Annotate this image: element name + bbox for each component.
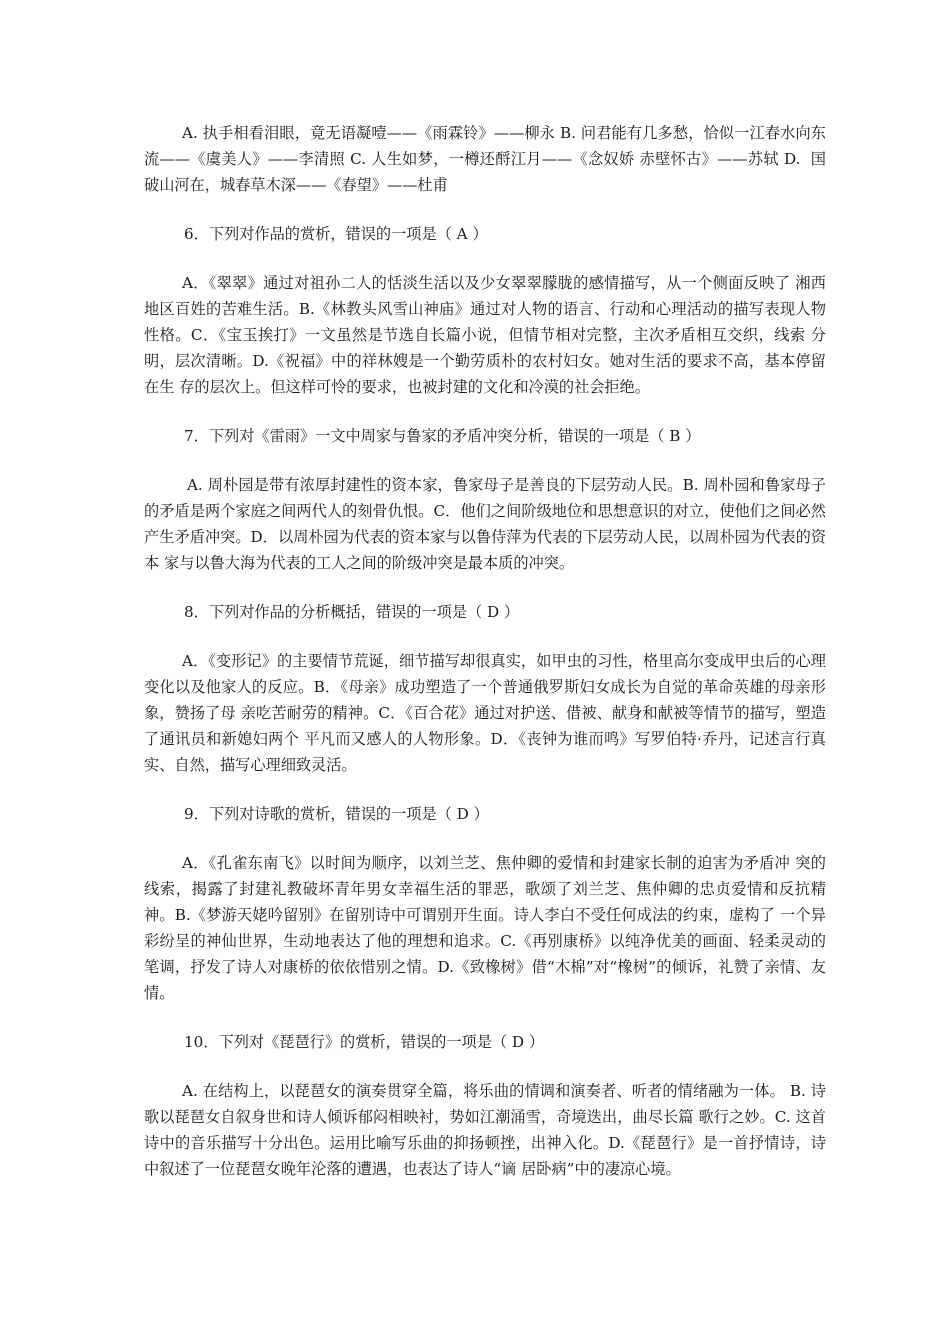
answer-block-q8: A．《变形记》的主要情节荒诞，细节描写却很真实，如甲虫的习性，格里高尔变成甲虫后的心理变化以及他家人的反应。B．《母亲》成功塑造了一个普通俄罗斯妇女成长为自觉的革命英雄的母亲形象，赞扬了母 亲吃苦耐劳的精神。C．《百合花》通过对护送、借被、献身和献被等情节的描写，塑造了通讯员和新媳妇两个 平凡而又感人的人物形象。D．《丧钟为谁而鸣》写罗伯特·乔丹，记述言行真实、自然，描写心理细致灵活。 [144,652,826,774]
question-7: 7．下列对《雷雨》一文中周家与鲁家的矛盾冲突分析，错误的一项是（ B ） [184,427,701,445]
question-9: 9．下列对诗歌的赏析，错误的一项是（ D ） [184,805,489,823]
question-8: 8．下列对作品的分析概括，错误的一项是（ D ） [184,603,520,621]
question-6: 6．下列对作品的赏析，错误的一项是（ A ） [184,225,488,243]
answer-block-q5: A. 执手相看泪眼，竟无语凝噎——《雨霖铃》——柳永 B. 问君能有几多愁，恰似一江春水向东流——《虞美人》——李清照 C. 人生如梦，一樽还酹江月——《念奴娇 赤壁怀古》——苏轼 D. 国破山河在，城春草木深——《春望》——杜甫 [144,124,826,194]
answer-block-q6: A．《翠翠》通过对祖孙二人的恬淡生活以及少女翠翠朦胧的感情描写，从一个侧面反映了 湘西地区百姓的苦难生活。B.《林教头风雪山神庙》通过对人物的语言、行动和心理活动的描写表现人物性格。C．《宝玉挨打》一文虽然是节选自长篇小说，但情节相对完整，主次矛盾相互交织，线索 分明，层次清晰。D.《祝福》中的祥林嫂是一个勤劳质朴的农村妇女。她对生活的要求不高，基本停留在生 存的层次上。但这样可怜的要求，也被封建的文化和冷漠的社会拒绝。 [144,274,826,396]
answer-block-q10: A. 在结构上，以琵琶女的演奏贯穿全篇，将乐曲的情调和演奏者、听者的情绪融为一体。 B. 诗歌以琵琶女自叙身世和诗人倾诉郁闷相映衬，势如江潮涌雪，奇境迭出，曲尽长篇 歌行之妙。C. 这首诗中的音乐描写十分出色。运用比喻写乐曲的抑扬顿挫，出神入化。D.《琵琶行》是一首抒情诗，诗中叙述了一位琵琶女晚年沦落的遭遇，也表达了诗人“谪 居卧病”中的凄凉心境。 [144,1082,826,1178]
answer-block-q9: A．《孔雀东南飞》以时间为顺序，以刘兰芝、焦仲卿的爱情和封建家长制的迫害为矛盾冲 突的线索，揭露了封建礼教破坏青年男女幸福生活的罪恶，歌颂了刘兰芝、焦仲卿的忠贞爱情和反抗精神。B.《梦游天姥吟留别》在留别诗中可谓别开生面。诗人李白不受任何成法的约束，虚构了 一个异彩纷呈的神仙世界，生动地表达了他的理想和追求。C.《再别康桥》以纯净优美的画面、轻柔灵动的笔调，抒发了诗人对康桥的依依惜别之情。D.《致橡树》借“木棉”对“橡树”的倾诉，礼赞了亲情、友情。 [144,854,826,1002]
document-page [144,120,826,1205]
answer-block-q7: A. 周朴园是带有浓厚封建性的资本家，鲁家母子是善良的下层劳动人民。B. 周朴园和鲁家母子的矛盾是两个家庭之间两代人的刻骨仇恨。C．他们之间阶级地位和思想意识的对立，使他们之间必然产生矛盾冲突。D．以周朴园为代表的资本家与以鲁侍萍为代表的下层劳动人民，以周朴园为代表的资本 家与以鲁大海为代表的工人之间的阶级冲突是最本质的冲突。 [144,476,826,572]
question-10: 10．下列对《琵琶行》的赏析，错误的一项是（ D ） [184,1033,545,1051]
